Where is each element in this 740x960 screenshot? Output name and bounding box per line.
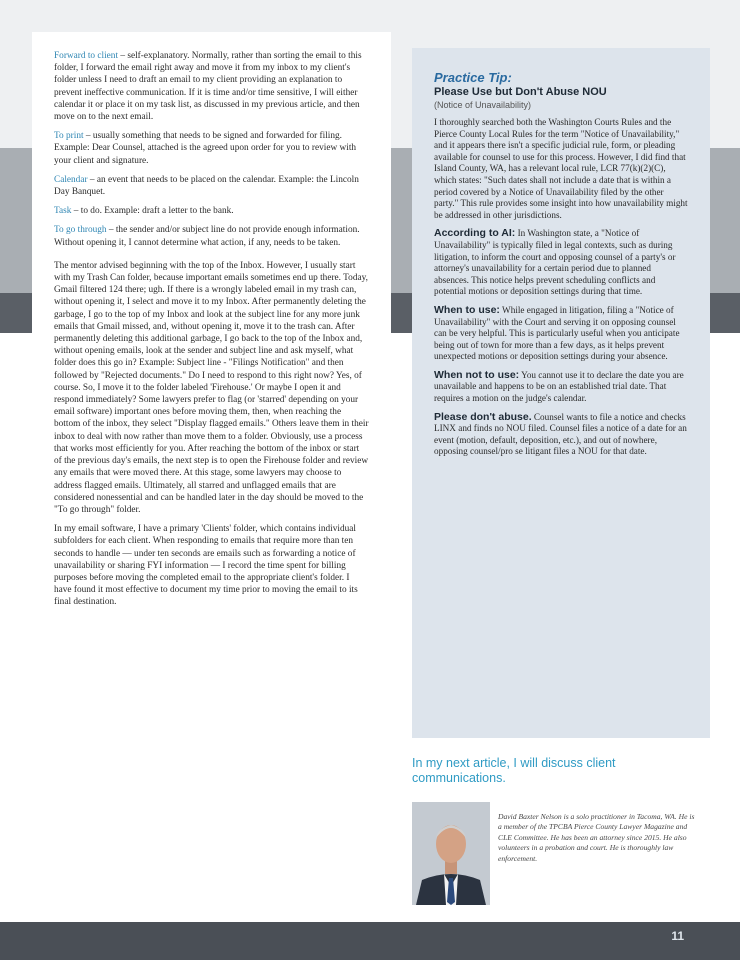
tip-section-text: While engaged in litigation, filing a "Notice of Unavailability" with the Court and serving it on opposing counsel can be very helpful. This is particularly useful when you anticipate being out of town for more than a few days, as it helps prevent unexpected motions or deposition settings during your absence. bbox=[434, 304, 680, 362]
definition-text: – usually something that needs to be signed and forwarded for filing. Example: Dear Counsel, attached is the agreed upon order for you to review with your client and signature. bbox=[54, 131, 357, 166]
author-photo bbox=[412, 802, 490, 905]
definition-text: – the sender and/or subject line do not provide enough information. Without opening it, I cannot determine what action, if any, needs to be taken. bbox=[54, 225, 360, 248]
footer-bar bbox=[0, 922, 740, 960]
term-label: Calendar bbox=[54, 174, 88, 185]
definition-text: – self-explanatory. Normally, rather than sorting the email to this folder, I forward the email right away and move it from my inbox to my client's folder unless I need to draft an email to my client providing an explanation to prevent ineffective communication. If it is time and/or time sensitive, I will either calendar it or place it on my task list, as discussed in my previous article, and then move on to the next email. bbox=[54, 51, 362, 123]
tip-intro: I thoroughly searched both the Washington Courts Rules and the Pierce County Local Rules for the term "Notice of Unavailability," and it appears there isn't a specific judicial rule, form, or pleading available for counsel to use for this process. However, I did find that Island County, WA, has a relevant local rule, LCR 77(k)(2)(C), which states: "Such dates shall not include a date that is within a period covered by a Notice of Unavailability filed by the other party." This rule provides some insight into how unavailability might be addressed in other jurisdictions. bbox=[434, 117, 688, 220]
definition-text: – to do. Example: draft a letter to the bank. bbox=[71, 206, 234, 217]
tip-section-when-to-use bbox=[434, 305, 688, 363]
definition-to-go-through bbox=[54, 224, 369, 248]
body-paragraph: In my email software, I have a primary 'Clients' folder, which contains individual subfolders for each client. When responding to emails that require more than ten seconds to handle — under ten seconds are emails such as forwarding a notice of unavailability or sharing FYI information — I record the time spent for billing purposes before moving the completed email to the appropriate client's folder. I have found it most effective to document my time prior to moving the email to its final destination. bbox=[54, 524, 358, 608]
tip-section-heading: When not to use: bbox=[434, 368, 520, 381]
tip-kicker: Practice Tip: bbox=[434, 70, 512, 85]
definition-task bbox=[54, 205, 369, 217]
tip-section-text: You cannot use it to declare the date you are unavailable and happens to be on an established trial date. That requires a motion on the judge's calendar. bbox=[434, 369, 684, 404]
tip-section-heading: According to AI: bbox=[434, 227, 516, 240]
term-label: Forward to client bbox=[54, 51, 119, 61]
body-paragraph: The mentor advised beginning with the top of the Inbox. However, I usually start with my Trash Can folder, because important emails sometimes end up there. Today, Gmail filtered 124 there; ugh. If there is a wrongly labeled email in my trash can, without opening it, I select and move it to my Inbox. After permanently deleting the garbage, I go to the top of my Inbox and look at the subject line for any more junk emails that Gmail missed, and, without opening it, move it to the trash can. After permanently deleting this additional garbage, I go back to the top of the Inbox and, without opening emails, look at the sender and subject line and ask myself, what folder does this go in? Example: Subject line - "Filings Notification" and then followed by "Rejected documents." Do I need to respond to this right now? Yes, of course. So, I move it to the folder labeled 'Firehouse.' Or maybe I open it and respond immediately? Some lawyers prefer to flag (or 'starred' depending on your email software) important ones before moving them, then, when reaching the bottom of the inbox, they select "Display flagged emails." Others leave them in their inbox to deal with now rather than move them to a folder. Obviously, use a process that works most efficiently for you. After reaching the bottom of the inbox or start of the previous day's emails, the next step is to open the Firehouse folder and review any emails that were moved there. At this stage, some lawyers may choose to address flagged emails. Ultimately, all starred and unflagged emails that are considered nonessential and can be handled later in the day should be moved to the "To go through" folder. bbox=[54, 260, 369, 515]
author-portrait-icon bbox=[412, 802, 490, 905]
tip-section-please-dont-abuse bbox=[434, 412, 688, 458]
tip-section-heading: Please don't abuse. bbox=[434, 410, 532, 423]
definition-calendar bbox=[54, 174, 369, 198]
next-article-teaser: In my next article, I will discuss client communications. bbox=[412, 756, 616, 785]
article-left-column bbox=[32, 32, 391, 892]
term-label: To go through bbox=[54, 225, 107, 236]
definition-forward-to-client bbox=[54, 50, 369, 123]
tip-title: Please Use but Don't Abuse NOU bbox=[434, 86, 607, 98]
term-label: Task bbox=[54, 206, 72, 217]
definition-to-print bbox=[54, 130, 369, 167]
tip-section-text: Counsel wants to file a notice and checks LINX and finds no NOU filed. Counsel files a notice of a date for an event (motion, default, deposition, etc.), and out of nowhere, opposing counsel/pro se litigant files a NOU for that date. bbox=[434, 411, 687, 457]
tip-section-text: In Washington state, a "Notice of Unavailability" is typically filed in legal contexts, such as during litigation, to inform the court and opposing counsel of a party's or attorney's unavailability for a certain period due to planned absences. This notice helps prevent scheduling conflicts and potential motions or deposition settings during that time. bbox=[434, 228, 676, 297]
tip-section-according-to-ai bbox=[434, 228, 688, 298]
page-number: 11 bbox=[671, 929, 684, 943]
definition-text: – an event that needs to be placed on the calendar. Example: the Lincoln Day Banquet. bbox=[54, 174, 359, 198]
tip-subtitle: (Notice of Unavailability) bbox=[434, 100, 532, 110]
tip-section-when-not-to-use bbox=[434, 370, 688, 405]
tip-section-heading: When to use: bbox=[434, 303, 500, 316]
term-label: To print bbox=[54, 131, 84, 142]
author-bio: David Baxter Nelson is a solo practitioner in Tacoma, WA. He is a member of the TPCBA Pierce County Lawyer Magazine and CLE Committee. He has been an attorney since 2015. He also volunteers in a probation and court. He is thoroughly law enforcement. bbox=[498, 812, 695, 863]
practice-tip-panel bbox=[412, 48, 710, 738]
